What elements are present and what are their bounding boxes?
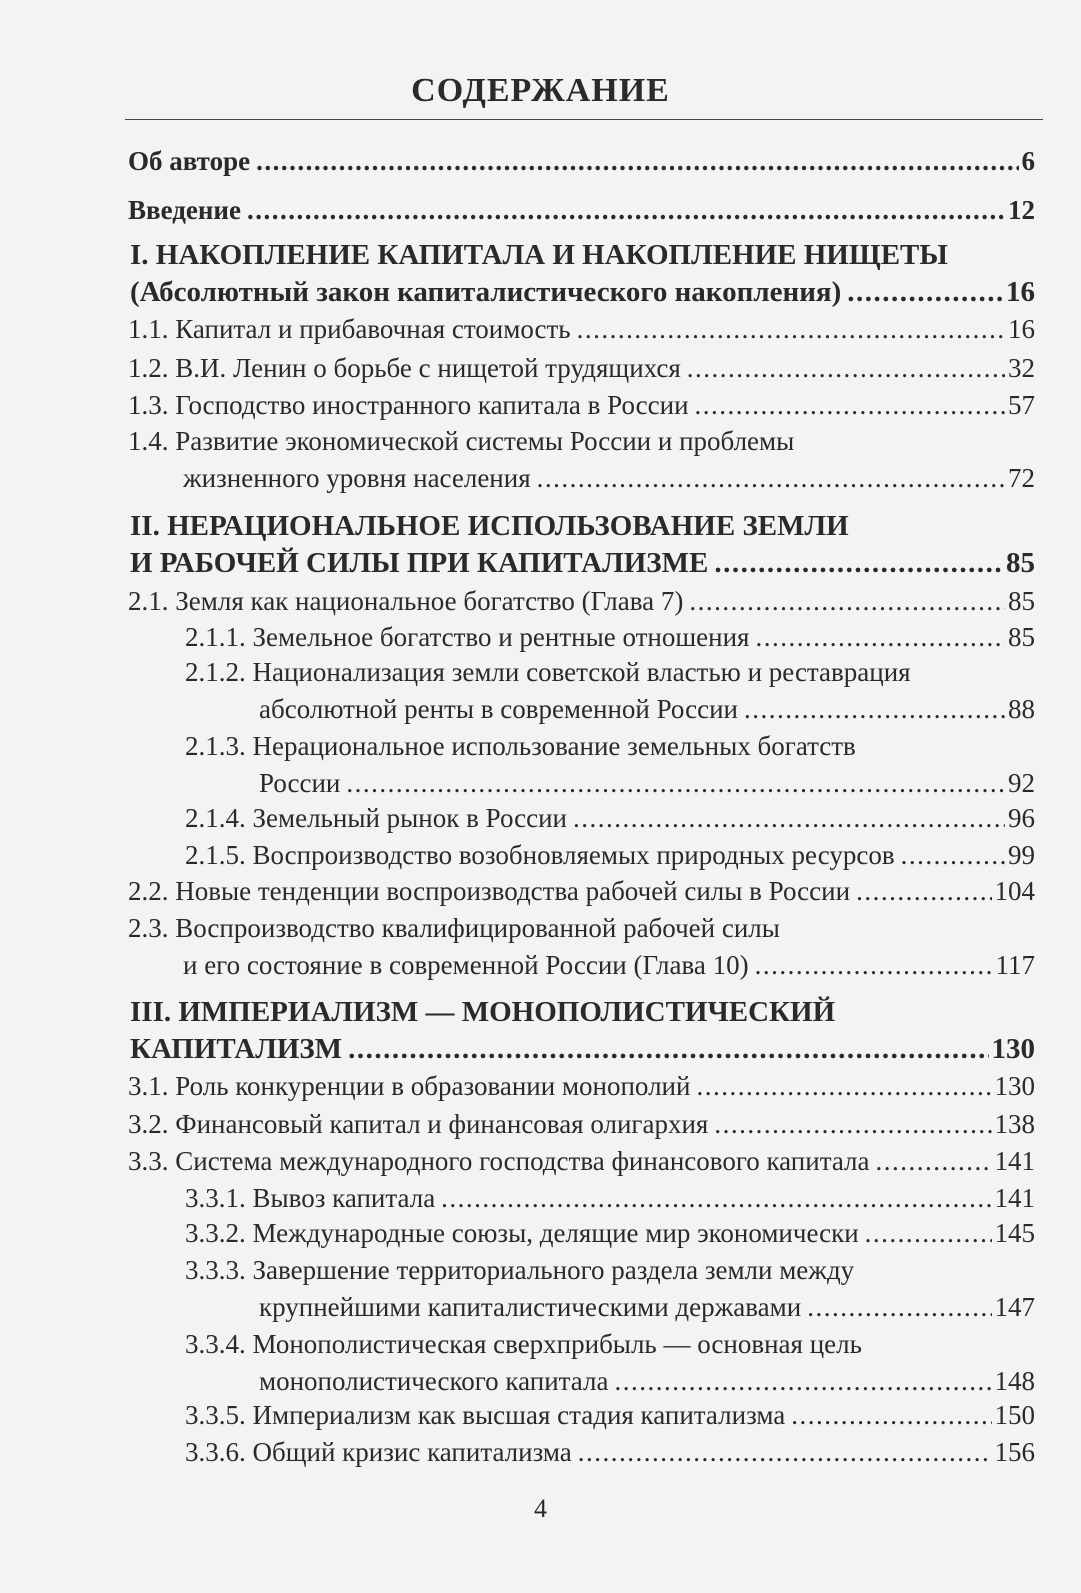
toc-entry-page: 32 xyxy=(1008,353,1035,383)
toc-entry-title-line: 2.1.1. Земельное богатство и рентные отношения xyxy=(185,622,750,652)
toc-entry-title-line: 2.1.4. Земельный рынок в России xyxy=(185,803,567,833)
toc-entry-page: 85 xyxy=(1006,547,1035,579)
dot-leader xyxy=(687,350,1005,386)
dot-leader xyxy=(573,800,1005,836)
toc-entry-page: 99 xyxy=(1008,840,1035,870)
toc-entry-title-line: 2.1.3. Нерациональное использование земельных богатств xyxy=(185,731,856,761)
toc-entry-page: 92 xyxy=(1008,768,1035,798)
toc-entry-page: 150 xyxy=(994,1400,1035,1430)
toc-entry-title-line: (Абсолютный закон капиталистического накопления) xyxy=(130,276,842,308)
toc-entry-title-line: монополистического капитала xyxy=(259,1366,609,1396)
toc-entry-page: 156 xyxy=(994,1437,1035,1467)
toc-entry-page: 138 xyxy=(994,1109,1035,1139)
toc-entry-title-line: 3.3.2. Международные союзы, делящие мир экономически xyxy=(185,1218,859,1248)
dot-leader xyxy=(856,873,991,909)
toc-entry-page: 72 xyxy=(1008,463,1035,493)
dot-leader xyxy=(901,837,1005,873)
toc-entry-page: 145 xyxy=(994,1218,1035,1248)
toc-entry-page: 147 xyxy=(994,1292,1035,1322)
toc-entry-page: 12 xyxy=(1008,195,1035,225)
dot-leader xyxy=(578,1434,992,1470)
toc-entry-title-line: 1.3. Господство иностранного капитала в России xyxy=(128,390,689,420)
toc-entry-page: 6 xyxy=(1021,146,1035,176)
toc-entry-page: 117 xyxy=(995,950,1035,980)
toc-entry-page: 148 xyxy=(994,1366,1035,1396)
toc-entry-page: 104 xyxy=(994,876,1035,906)
dot-leader xyxy=(348,1031,988,1067)
toc-entry-page: 16 xyxy=(1008,314,1035,344)
dot-leader xyxy=(755,947,993,983)
dot-leader xyxy=(247,192,1005,228)
toc-entry-title-line: Введение xyxy=(128,195,241,225)
toc-entry-page: 130 xyxy=(994,1071,1035,1101)
toc-entry-title-line: 2.2. Новые тенденции воспроизводства рабочей силы в России xyxy=(128,876,851,906)
toc-entry-page: 85 xyxy=(1008,622,1035,652)
toc-entry-title-line: крупнейшими капиталистическими державами xyxy=(259,1292,802,1322)
page-number: 4 xyxy=(534,1494,547,1523)
toc-entry-title-line: 3.3.4. Монополистическая сверхприбыль — основная цель xyxy=(185,1329,862,1359)
toc-entry-title-line: 3.2. Финансовый капитал и финансовая олигархия xyxy=(128,1109,709,1139)
toc-title: СОДЕРЖАНИЕ xyxy=(411,72,670,109)
toc-entry-title-line: 1.2. В.И. Ленин о борьбе с нищетой трудящихся xyxy=(128,353,681,383)
dot-leader xyxy=(714,1106,991,1142)
toc-entry-title-line: 2.3. Воспроизводство квалифицированной рабочей силы xyxy=(128,913,780,943)
toc-entry-title-line: 3.3.5. Империализм как высшая стадия капитализма xyxy=(185,1400,786,1430)
toc-entry-page: 16 xyxy=(1006,276,1035,308)
toc-entry-title-line: 3.3.3. Завершение территориального раздела земли между xyxy=(185,1255,855,1285)
toc-entry-title-line: 3.1. Роль конкуренции в образовании монополий xyxy=(128,1071,691,1101)
toc-entry-title-line: И РАБОЧЕЙ СИЛЫ ПРИ КАПИТАЛИЗМЕ xyxy=(130,547,709,579)
toc-entry-title-line: 3.3.6. Общий кризис капитализма xyxy=(185,1437,572,1467)
toc-entry-page: 130 xyxy=(991,1033,1035,1065)
toc-entry-title-line: 2.1.5. Воспроизводство возобновляемых природных ресурсов xyxy=(185,840,895,870)
dot-leader xyxy=(537,460,1005,496)
dot-leader xyxy=(441,1180,991,1216)
dot-leader xyxy=(256,143,1018,179)
dot-leader xyxy=(696,1068,991,1104)
toc-entry-title-line: и его состояние в современной России (Глава 10) xyxy=(183,950,749,980)
dot-leader xyxy=(755,619,1005,655)
dot-leader xyxy=(807,1289,991,1325)
toc-entry-title-line: 2.1.2. Национализация земли советской властью и реставрация xyxy=(185,657,911,687)
dot-leader xyxy=(791,1397,991,1433)
toc-entry-page: 96 xyxy=(1008,803,1035,833)
dot-leader xyxy=(695,387,1005,423)
dot-leader xyxy=(689,583,1005,619)
toc-entry-title-line: КАПИТАЛИЗМ xyxy=(130,1033,343,1065)
toc-entry-page: 141 xyxy=(994,1183,1035,1213)
toc-entry-title-line: I. НАКОПЛЕНИЕ КАПИТАЛА И НАКОПЛЕНИЕ НИЩЕТЫ xyxy=(130,239,948,271)
dot-leader xyxy=(714,545,1003,581)
toc-entry-title-line: III. ИМПЕРИАЛИЗМ — МОНОПОЛИСТИЧЕСКИЙ xyxy=(130,996,836,1028)
dot-leader xyxy=(614,1363,991,1399)
title-rule xyxy=(125,119,1043,120)
toc-entry-title-line: 1.4. Развитие экономической системы России и проблемы xyxy=(128,426,795,456)
dot-leader xyxy=(346,765,1005,801)
toc-entry-title-line: 2.1. Земля как национальное богатство (Глава 7) xyxy=(128,586,684,616)
toc-entry-title-line: 3.3.1. Вывоз капитала xyxy=(185,1183,436,1213)
toc-entry-page: 85 xyxy=(1008,586,1035,616)
toc-entry-title-line: Об авторе xyxy=(128,146,251,176)
toc-entry-title-line: II. НЕРАЦИОНАЛЬНОЕ ИСПОЛЬЗОВАНИЕ ЗЕМЛИ xyxy=(130,510,849,542)
dot-leader xyxy=(847,274,1003,310)
toc-entry-title-line: абсолютной ренты в современной России xyxy=(259,694,738,724)
toc-entry-page: 141 xyxy=(994,1146,1035,1176)
toc-entry-page: 88 xyxy=(1008,694,1035,724)
toc-entry-title-line: России xyxy=(259,768,341,798)
toc-entry-title-line: 3.3. Система международного господства финансового капитала xyxy=(128,1146,870,1176)
dot-leader xyxy=(577,311,1005,347)
toc-entry-title-line: жизненного уровня населения xyxy=(183,463,531,493)
dot-leader xyxy=(876,1143,992,1179)
dot-leader xyxy=(865,1215,992,1251)
toc-entry-title-line: 1.1. Капитал и прибавочная стоимость xyxy=(128,314,571,344)
toc-entry-page: 57 xyxy=(1008,390,1035,420)
dot-leader xyxy=(744,691,1005,727)
